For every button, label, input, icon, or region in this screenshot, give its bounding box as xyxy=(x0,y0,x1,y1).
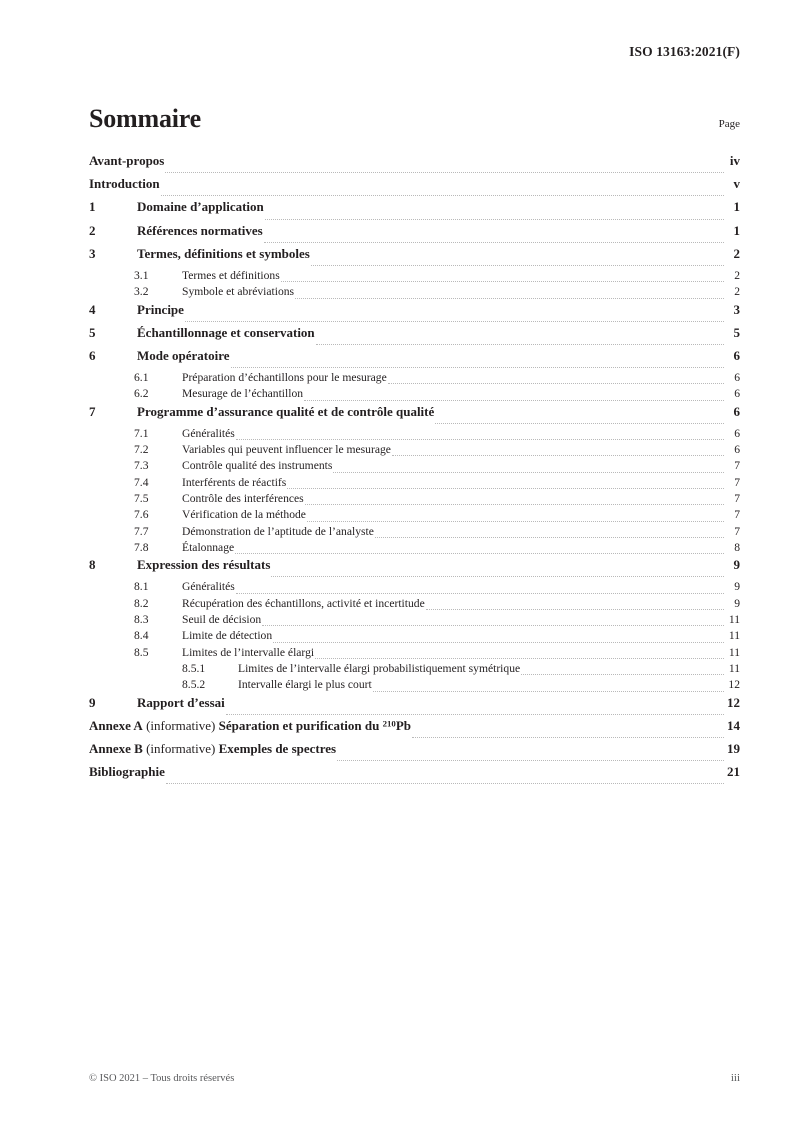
toc-entry-label: Termes et définitions xyxy=(182,268,280,282)
copyright-notice: © ISO 2021 – Tous droits réservés xyxy=(89,1073,235,1084)
toc-entry[interactable] xyxy=(89,764,740,787)
annex-kind: (informative) xyxy=(142,717,219,733)
toc-entry[interactable] xyxy=(89,557,740,580)
toc-entry-page-number: 6 xyxy=(733,347,740,363)
toc-entry-page-number: 8 xyxy=(734,540,740,554)
toc-entry-label: Mode opératoire xyxy=(137,347,230,363)
toc-entry-page-number: 12 xyxy=(727,694,740,710)
toc-entry[interactable] xyxy=(89,348,740,371)
toc-entry-number: 7.5 xyxy=(134,492,149,506)
dot-leader xyxy=(226,713,724,715)
toc-entry-label: Préparation d’échantillons pour le mesurage xyxy=(182,371,387,385)
toc-entry-number: 8.1 xyxy=(134,580,149,594)
toc-entry-label: Interférents de réactifs xyxy=(182,475,287,489)
dot-leader xyxy=(373,690,724,692)
toc-entry[interactable] xyxy=(89,153,740,176)
annex-title: Séparation et purification du xyxy=(218,717,383,733)
toc-entry-number: 8.3 xyxy=(134,613,149,627)
toc-entry-page-number: 7 xyxy=(734,508,740,522)
toc-entry-number: 6 xyxy=(89,347,96,363)
toc-entry[interactable] xyxy=(89,223,740,246)
toc-entry-page-number: 1 xyxy=(733,199,740,215)
toc-entry-label: Limites de l’intervalle élargi probabilistiquement symétrique xyxy=(238,661,521,675)
document-reference-header: ISO 13163:2021(F) xyxy=(629,44,740,59)
toc-entry-label: Expression des résultats xyxy=(137,557,271,573)
toc-entry[interactable] xyxy=(89,718,740,741)
toc-entry[interactable] xyxy=(89,269,740,285)
toc-entry-page-number: 9 xyxy=(734,596,740,610)
annex-name: Annexe B xyxy=(89,740,143,756)
toc-entry-page-number: 2 xyxy=(733,245,740,261)
toc-entry-label: Vérification de la méthode xyxy=(182,508,306,522)
toc-entry[interactable] xyxy=(89,597,740,613)
annex-kind: (informative) xyxy=(142,740,219,756)
toc-entry[interactable] xyxy=(89,404,740,427)
toc-entry-number: 8.5 xyxy=(134,645,149,659)
dot-leader xyxy=(265,218,724,220)
toc-entry-page-number: 7 xyxy=(734,459,740,473)
toc-entry-label xyxy=(89,764,165,780)
toc-entry[interactable] xyxy=(89,476,740,492)
toc-entry-number: 3 xyxy=(89,245,96,261)
dot-leader xyxy=(388,382,724,384)
toc-entry-page-number: 6 xyxy=(733,403,740,419)
toc-entry[interactable] xyxy=(89,302,740,325)
toc-entry-label: Intervalle élargi le plus court xyxy=(238,678,372,692)
toc-entry-label: Avant-propos xyxy=(89,153,165,168)
toc-entry-label: Limites de l’intervalle élargi xyxy=(182,645,315,659)
page-title: Sommaire xyxy=(89,104,202,133)
dot-leader xyxy=(185,320,724,322)
toc-entry-label xyxy=(89,718,411,734)
dot-leader xyxy=(337,759,724,761)
toc-entry-number: 8.5.1 xyxy=(182,661,206,675)
toc-entry-label: Domaine d’application xyxy=(137,199,264,215)
toc-entry[interactable] xyxy=(89,387,740,403)
toc-entry-label: Principe xyxy=(137,301,184,317)
toc-entry-page-number: 2 xyxy=(734,285,740,299)
dot-leader xyxy=(236,438,724,440)
toc-entry-page-number: 14 xyxy=(727,717,740,733)
toc-entry-label: Récupération des échantillons, activité et incertitude xyxy=(182,596,425,610)
toc-entry-page-number: 21 xyxy=(727,764,740,780)
toc-entry[interactable] xyxy=(89,541,740,557)
toc-entry-label: Contrôle qualité des instruments xyxy=(182,459,333,473)
toc-entry[interactable] xyxy=(89,371,740,387)
toc-entry-page-number: 11 xyxy=(728,613,740,627)
toc-entry-page-number: 11 xyxy=(728,629,740,643)
toc-entry-label: Introduction xyxy=(89,176,160,192)
dot-leader xyxy=(311,264,724,266)
toc-entry-number: 5 xyxy=(89,324,96,340)
toc-entry-page-number: 3 xyxy=(733,301,740,317)
dot-leader xyxy=(375,536,724,538)
toc-entry-number: 7.2 xyxy=(134,443,149,457)
toc-entry[interactable] xyxy=(89,176,740,199)
toc-entry-page-number: v xyxy=(733,176,740,192)
dot-leader xyxy=(426,608,724,610)
toc-entry-label: Étalonnage xyxy=(182,540,235,554)
toc-entry-page-number: 9 xyxy=(733,557,740,573)
dot-leader xyxy=(235,552,724,554)
toc-entry-number: 7.4 xyxy=(134,475,149,489)
toc-entry-page-number: 6 xyxy=(734,443,740,457)
toc-entry-label: Limite de détection xyxy=(182,629,273,643)
toc-entry[interactable] xyxy=(89,199,740,222)
toc-entry[interactable] xyxy=(89,443,740,459)
toc-entry-number: 8 xyxy=(89,557,96,573)
mass-number-superscript: 210 xyxy=(382,718,396,728)
toc-entry-label: Programme d’assurance qualité et de contrôle qualité xyxy=(137,403,435,419)
title-row xyxy=(89,106,740,132)
toc-entry[interactable] xyxy=(89,662,740,678)
dot-leader xyxy=(435,422,724,424)
toc-entry-label: Contrôle des interférences xyxy=(182,492,304,506)
toc-entry-number: 7 xyxy=(89,403,96,419)
dot-leader xyxy=(392,454,724,456)
toc-entry-number: 8.2 xyxy=(134,596,149,610)
toc-entry-page-number: 5 xyxy=(733,324,740,340)
toc-entry[interactable] xyxy=(89,459,740,475)
toc-entry-label: Variables qui peuvent influencer le mesurage xyxy=(182,443,391,457)
dot-leader xyxy=(412,736,724,738)
dot-leader xyxy=(166,782,724,784)
toc-entry-page-number: 11 xyxy=(728,645,740,659)
toc-entry-label: Références normatives xyxy=(137,222,263,238)
dot-leader xyxy=(521,673,724,675)
toc-entry[interactable] xyxy=(89,741,740,764)
dot-leader xyxy=(315,657,724,659)
toc-entry-number: 7.8 xyxy=(134,540,149,554)
dot-leader xyxy=(304,399,724,401)
toc-entry[interactable] xyxy=(89,508,740,524)
toc-entry-number: 4 xyxy=(89,301,96,317)
toc-entry-number: 2 xyxy=(89,222,96,238)
toc-entry-number: 8.5.2 xyxy=(182,678,206,692)
toc-entry-page-number: 12 xyxy=(728,678,740,692)
toc-entry-page-number: 6 xyxy=(734,426,740,440)
toc-entry-page-number: 2 xyxy=(734,268,740,282)
toc-entry-number: 9 xyxy=(89,694,96,710)
toc-entry-number: 7.6 xyxy=(134,508,149,522)
toc-entry-page-number: 9 xyxy=(734,580,740,594)
toc-entry-page-number: 6 xyxy=(734,387,740,401)
toc-entry-number: 7.7 xyxy=(134,524,149,538)
toc-entry[interactable] xyxy=(89,613,740,629)
toc-entry-label xyxy=(89,741,336,757)
toc-entry-number: 8.4 xyxy=(134,629,149,643)
toc-entry[interactable] xyxy=(89,678,740,694)
annex-name: Bibliographie xyxy=(89,764,165,780)
toc-entry-label: Seuil de décision xyxy=(182,613,262,627)
toc-entry-page-number: 19 xyxy=(727,740,740,756)
toc-entry-number: 7.1 xyxy=(134,426,149,440)
dot-leader xyxy=(287,487,724,489)
dot-leader xyxy=(273,641,724,643)
page-footer xyxy=(89,1072,740,1084)
annex-name: Annexe A xyxy=(89,717,143,733)
dot-leader xyxy=(262,624,724,626)
table-of-contents xyxy=(89,153,740,787)
dot-leader xyxy=(271,575,724,577)
dot-leader xyxy=(236,592,724,594)
annex-title-tail: Pb xyxy=(395,717,412,733)
toc-entry[interactable] xyxy=(89,629,740,645)
toc-entry[interactable] xyxy=(89,525,740,541)
dot-leader xyxy=(295,297,724,299)
dot-leader xyxy=(165,171,724,173)
toc-entry-page-number: 7 xyxy=(734,524,740,538)
dot-leader xyxy=(161,194,724,196)
dot-leader xyxy=(231,366,724,368)
toc-entry[interactable] xyxy=(89,580,740,596)
toc-entry-label: Généralités xyxy=(182,580,235,594)
annex-title: Exemples de spectres xyxy=(218,740,337,756)
toc-entry-page-number: 11 xyxy=(728,661,740,675)
page-column-header: Page xyxy=(718,118,740,130)
toc-entry-label: Rapport d’essai xyxy=(137,694,225,710)
toc-entry-number: 7.3 xyxy=(134,459,149,473)
toc-entry[interactable] xyxy=(89,246,740,269)
toc-entry[interactable] xyxy=(89,325,740,348)
toc-entry-label: Généralités xyxy=(182,426,235,440)
toc-entry-label: Démonstration de l’aptitude de l’analyste xyxy=(182,524,374,538)
toc-entry-page-number: 7 xyxy=(734,492,740,506)
toc-entry[interactable] xyxy=(89,285,740,301)
toc-entry-page-number: iv xyxy=(729,153,740,168)
dot-leader xyxy=(333,471,724,473)
dot-leader xyxy=(264,241,724,243)
toc-entry[interactable] xyxy=(89,646,740,662)
dot-leader xyxy=(316,343,724,345)
toc-entry-number: 6.2 xyxy=(134,387,149,401)
toc-entry-number: 6.1 xyxy=(134,371,149,385)
toc-entry[interactable] xyxy=(89,695,740,718)
toc-entry-page-number: 1 xyxy=(733,222,740,238)
toc-entry-label: Mesurage de l’échantillon xyxy=(182,387,304,401)
toc-entry-number: 3.1 xyxy=(134,268,149,282)
folio-number: iii xyxy=(730,1072,740,1084)
toc-entry-label: Symbole et abréviations xyxy=(182,285,295,299)
toc-entry-number: 3.2 xyxy=(134,285,149,299)
toc-entry[interactable] xyxy=(89,427,740,443)
dot-leader xyxy=(305,503,724,505)
toc-entry-number: 1 xyxy=(89,199,96,215)
toc-entry-label: Termes, définitions et symboles xyxy=(137,245,310,261)
toc-entry-page-number: 6 xyxy=(734,371,740,385)
toc-entry-label: Échantillonnage et conservation xyxy=(137,324,315,340)
dot-leader xyxy=(281,280,724,282)
toc-entry[interactable] xyxy=(89,492,740,508)
toc-entry-page-number: 7 xyxy=(734,475,740,489)
dot-leader xyxy=(307,520,724,522)
